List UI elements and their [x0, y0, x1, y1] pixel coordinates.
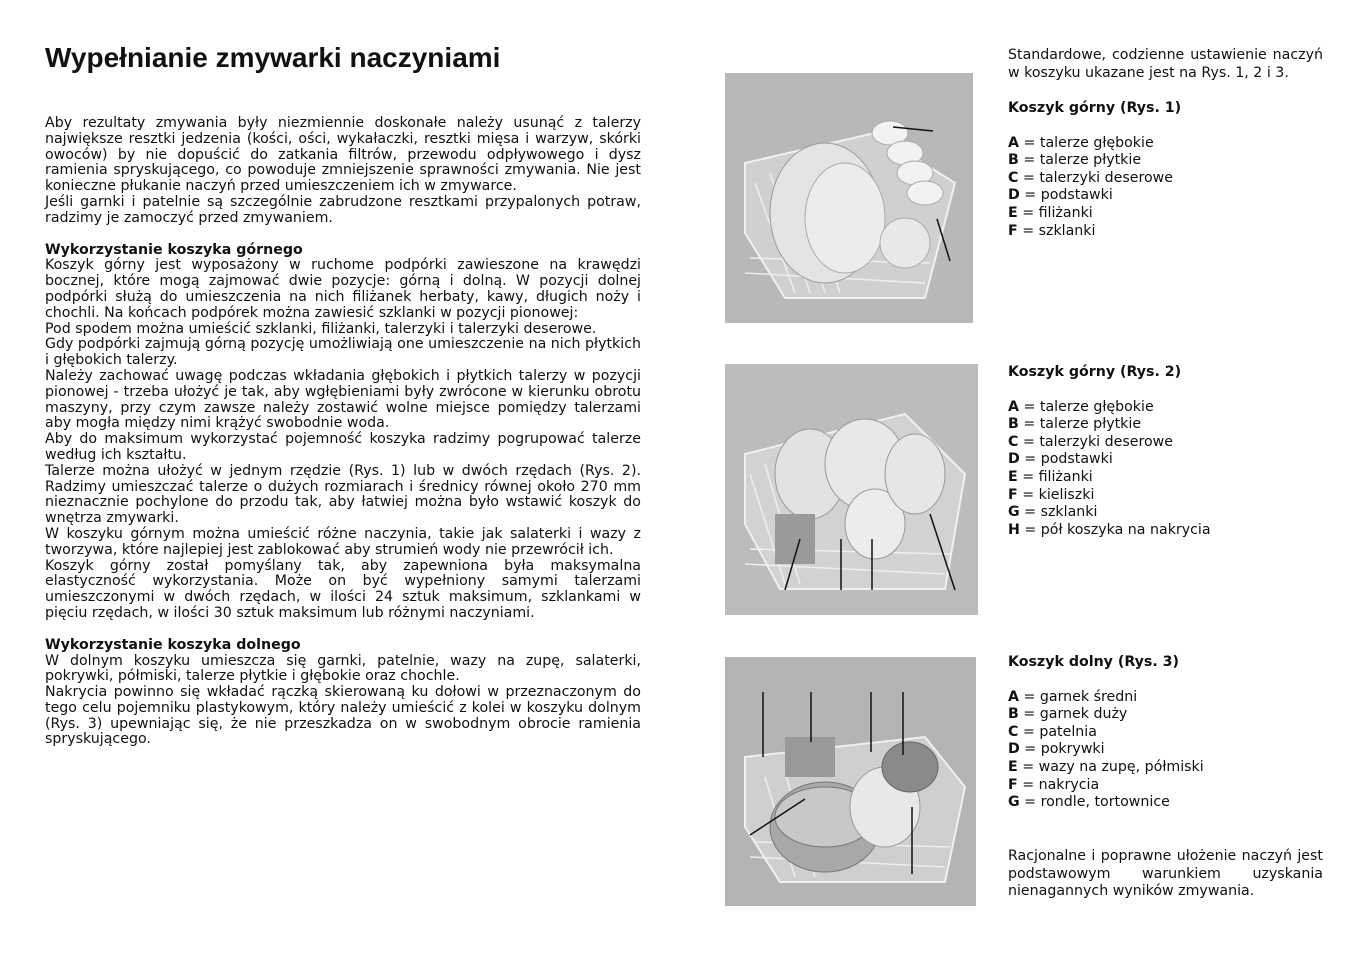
- figure-2-photo: [725, 364, 978, 615]
- legend-row: D = podstawki: [1008, 187, 1113, 204]
- upper-basket-heading: Wykorzystanie koszyka górnego: [45, 241, 303, 258]
- figure-3-legend: [1008, 654, 1323, 812]
- upper-paragraph-8: Koszyk górny został pomyślany tak, aby zapewniona była maksymalna elastyczność wykorzystania. Może on być wypełniony samymi talerzami umieszczonymi w dwóch rzędach, w ilości 24 sztuk maksimum, szklankami w pięciu rzędach, w ilości 30 sztuk maksimum lub różnymi naczyniami.: [45, 557, 641, 621]
- upper-paragraph-4: Należy zachować uwagę podczas wkładania głębokich i płytkich talerzy w pozycji pionowej - trzeba ułożyć je tak, aby wgłębieniami były zwrócone w kierunku obrotu maszyny, przy czym zawsze należy zostawić wolne miejsce pomiędzy talerzami aby mogła między nimi krążyć swobodnie woda.: [45, 367, 641, 432]
- closing-block: [1008, 848, 1323, 901]
- page-title: Wypełnianie zmywarki naczyniami: [45, 42, 501, 73]
- lower-paragraph-1: W dolnym koszyku umieszcza się garnki, patelnie, wazy na zupę, salaterki, pokrywki, półmiski, talerze płytkie i głębokie oraz chochle.: [45, 652, 641, 685]
- legend-row: E = filiżanki: [1008, 468, 1093, 485]
- intro-paragraph-2: Jeśli garnki i patelnie są szczególnie zabrudzone resztkami przypalonych potraw, radzimy je zamoczyć przed zmywaniem.: [45, 193, 641, 226]
- legend-row: A = talerze głębokie: [1008, 398, 1154, 415]
- legend-row: A = garnek średni: [1008, 688, 1138, 705]
- upper-paragraph-1: Koszyk górny jest wyposażony w ruchome podpórki zawieszone na krawędzi bocznej, które mogą zajmować dwie pozycje: górną i dolną. W pozycji dolnej podpórki służą do umieszczenia na nich filiżanek herbaty, kawy, długich noży i chochli. Na końcach podpórek można zawiesić szklanki w pozycji pionowej:: [45, 257, 641, 321]
- main-text-column: [45, 40, 641, 748]
- lower-basket-heading: Wykorzystanie koszyka dolnego: [45, 636, 301, 653]
- legend-row: A = talerze głębokie: [1008, 134, 1154, 151]
- figure-1-heading: Koszyk górny (Rys. 1): [1008, 100, 1182, 116]
- legend-row: G = szklanki: [1008, 504, 1098, 521]
- legend-row: G = rondle, tortownice: [1008, 794, 1170, 811]
- closing-note: Racjonalne i poprawne ułożenie naczyń jest podstawowym warunkiem uzyskania nienagannych wyników zmywania.: [1008, 848, 1323, 900]
- legend-row: B = talerze płytkie: [1008, 416, 1142, 433]
- legend-row: D = podstawki: [1008, 451, 1113, 468]
- upper-paragraph-3: Gdy podpórki zajmują górną pozycję umożliwiają one umieszczenie na nich płytkich i głębokich talerzy.: [45, 336, 641, 369]
- upper-paragraph-7: W koszyku górnym można umieścić różne naczynia, takie jak salaterki i wazy z tworzywa, które najlepiej jest zablokować aby strumień wody nie przewrócił ich.: [45, 525, 641, 558]
- legend-row: F = szklanki: [1008, 222, 1096, 239]
- legend-row: H = pół koszyka na nakrycia: [1008, 521, 1211, 538]
- right-intro-text: Standardowe, codzienne ustawienie naczyń w koszyku ukazane jest na Rys. 1, 2 i 3.: [1008, 47, 1323, 81]
- upper-paragraph-5: Aby do maksimum wykorzystać pojemność koszyka radzimy pogrupować talerze według ich kształtu.: [45, 431, 641, 463]
- lower-paragraph-2: Nakrycia powinno się wkładać rączką skierowaną ku dołowi w przeznaczonym do tego celu pojemniku plastykowym, który należy umieścić z kolei w koszyku dolnym (Rys. 3) upewniając się, że nie przeszkadza on w swobodnym obrocie ramienia spryskującego.: [45, 684, 641, 748]
- legend-row: B = garnek duży: [1008, 706, 1128, 723]
- legend-row: E = filiżanki: [1008, 204, 1093, 221]
- figure-3-photo: [725, 657, 976, 906]
- legend-row: D = pokrywki: [1008, 741, 1105, 758]
- figure-3-heading: Koszyk dolny (Rys. 3): [1008, 654, 1180, 670]
- figure-2-legend: [1008, 364, 1323, 539]
- legend-row: E = wazy na zupę, półmiski: [1008, 758, 1204, 775]
- legend-row: C = patelnia: [1008, 723, 1097, 740]
- figure-1-legend: [1008, 100, 1323, 240]
- figure-2-heading: Koszyk górny (Rys. 2): [1008, 364, 1182, 380]
- right-intro-block: [1008, 47, 1323, 82]
- legend-row: B = talerze płytkie: [1008, 152, 1142, 169]
- legend-row: F = nakrycia: [1008, 776, 1100, 793]
- legend-row: C = talerzyki deserowe: [1008, 433, 1173, 450]
- intro-paragraph-1: Aby rezultaty zmywania były niezmiennie doskonałe należy usunąć z talerzy największe resztki jedzenia (kości, ości, wykałaczki, resztki mięsa i warzyw, skórki owoców) by nie dopuścić do zatkania filtrów, przewodu odpływowego i dysz ramienia spryskującego, co powoduje zmniejszenie sprawności zmywania. Nie jest konieczne płukanie naczyń przed umieszczeniem ich w zmywarce.: [45, 115, 641, 195]
- upper-paragraph-2: Pod spodem można umieścić szklanki, filiżanki, talerzyki i talerzyki deserowe.: [45, 320, 597, 337]
- legend-row: F = kieliszki: [1008, 486, 1095, 503]
- legend-row: C = talerzyki deserowe: [1008, 169, 1173, 186]
- upper-paragraph-6: Talerze można ułożyć w jednym rzędzie (Rys. 1) lub w dwóch rzędach (Rys. 2). Radzimy umieszczać talerze o dużych rozmiarach i średnicy równej około 270 mm nieznacznie pochylone do przodu tak, aby łatwiej można było wstawić koszyk do wnętrza zmywarki.: [45, 462, 641, 527]
- figure-1-photo: [725, 73, 973, 323]
